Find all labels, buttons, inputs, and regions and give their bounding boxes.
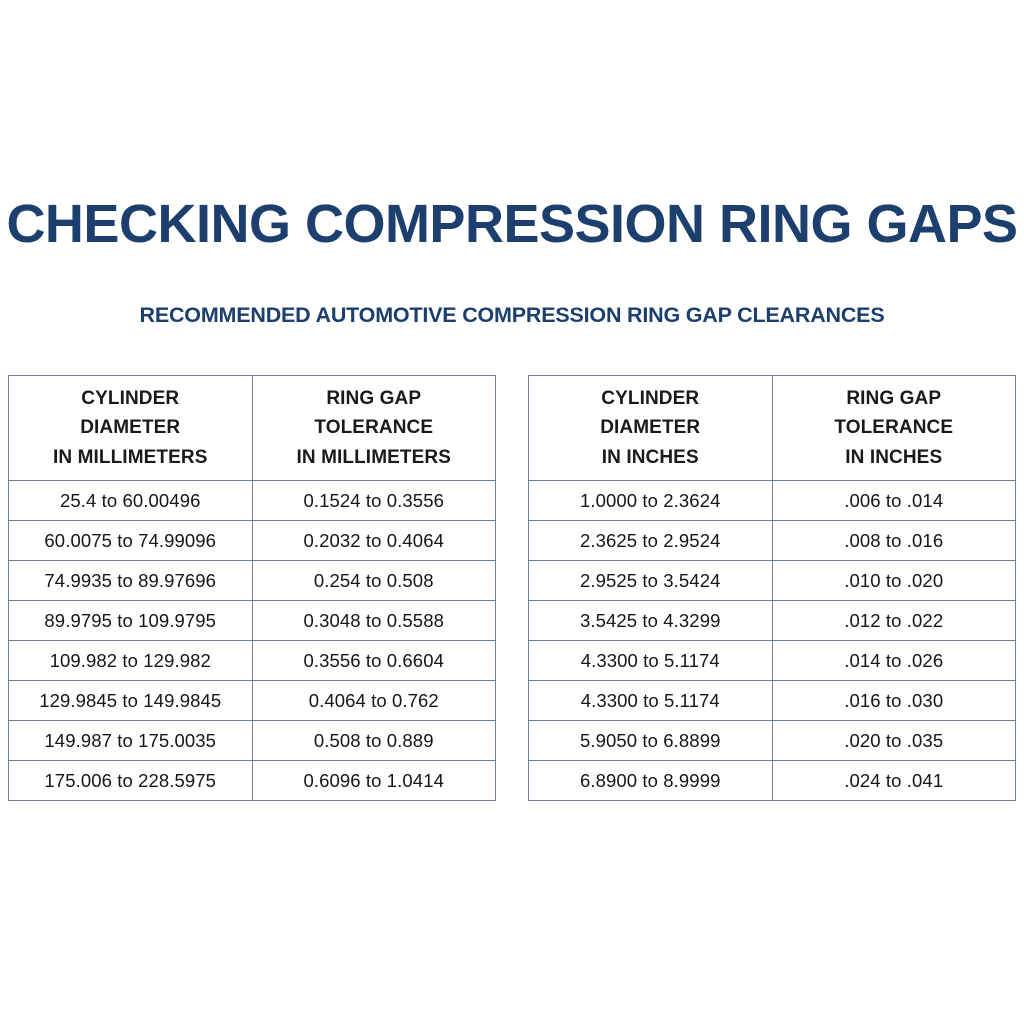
column-header-cylinder-diameter-mm	[9, 376, 253, 481]
page-title: CHECKING COMPRESSION RING GAPS	[6, 194, 1018, 254]
column-header-ring-gap-tolerance-mm	[252, 376, 496, 481]
header-line: DIAMETER	[600, 417, 701, 439]
table-header-row	[529, 376, 1016, 481]
cell-diameter: 109.982 to 129.982	[9, 641, 253, 681]
cell-tolerance: .014 to .026	[772, 641, 1016, 681]
cell-tolerance: 0.3556 to 0.6604	[252, 641, 496, 681]
cell-tolerance: .024 to .041	[772, 761, 1016, 801]
cell-tolerance: .006 to .014	[772, 481, 1016, 521]
header-line: RING GAP	[326, 387, 422, 409]
table-row	[9, 561, 496, 601]
table-row	[9, 761, 496, 801]
cell-diameter: 4.3300 to 5.1174	[529, 641, 773, 681]
header-line: IN INCHES	[601, 446, 699, 468]
table-row	[9, 681, 496, 721]
page-subtitle: RECOMMENDED AUTOMOTIVE COMPRESSION RING GAP CLEARANCES	[139, 303, 885, 327]
table-header-row	[9, 376, 496, 481]
table-row	[529, 561, 1016, 601]
header-line: RING GAP	[846, 387, 942, 409]
cell-diameter: 74.9935 to 89.97696	[9, 561, 253, 601]
table-row	[529, 721, 1016, 761]
tables-container	[8, 375, 1016, 801]
cell-tolerance: .016 to .030	[772, 681, 1016, 721]
header-line: TOLERANCE	[314, 417, 434, 439]
cell-diameter: 25.4 to 60.00496	[9, 481, 253, 521]
table-row	[529, 601, 1016, 641]
column-header-ring-gap-tolerance-in	[772, 376, 1016, 481]
cell-diameter: 4.3300 to 5.1174	[529, 681, 773, 721]
column-header-cylinder-diameter-in	[529, 376, 773, 481]
table-row	[9, 601, 496, 641]
table-row	[9, 481, 496, 521]
table-row	[9, 641, 496, 681]
cell-diameter: 3.5425 to 4.3299	[529, 601, 773, 641]
cell-diameter: 6.8900 to 8.9999	[529, 761, 773, 801]
cell-tolerance: 0.6096 to 1.0414	[252, 761, 496, 801]
cell-diameter: 149.987 to 175.0035	[9, 721, 253, 761]
cell-diameter: 2.9525 to 3.5424	[529, 561, 773, 601]
header-line: TOLERANCE	[834, 417, 954, 439]
cell-tolerance: 0.4064 to 0.762	[252, 681, 496, 721]
header-line: IN MILLIMETERS	[53, 446, 208, 468]
cell-diameter: 1.0000 to 2.3624	[529, 481, 773, 521]
cell-diameter: 60.0075 to 74.99096	[9, 521, 253, 561]
header-line: CYLINDER	[81, 387, 180, 409]
table-row	[529, 641, 1016, 681]
cell-tolerance: .020 to .035	[772, 721, 1016, 761]
cell-diameter: 129.9845 to 149.9845	[9, 681, 253, 721]
table-row	[529, 481, 1016, 521]
cell-tolerance: .012 to .022	[772, 601, 1016, 641]
cell-diameter: 5.9050 to 6.8899	[529, 721, 773, 761]
header-line: IN INCHES	[845, 446, 943, 468]
cell-tolerance: 0.1524 to 0.3556	[252, 481, 496, 521]
table-row	[529, 761, 1016, 801]
cell-tolerance: .008 to .016	[772, 521, 1016, 561]
cell-tolerance: 0.508 to 0.889	[252, 721, 496, 761]
table-row	[9, 521, 496, 561]
imperial-table	[528, 375, 1016, 801]
cell-tolerance: 0.2032 to 0.4064	[252, 521, 496, 561]
table-row	[529, 521, 1016, 561]
cell-diameter: 2.3625 to 2.9524	[529, 521, 773, 561]
table-row	[9, 721, 496, 761]
cell-diameter: 175.006 to 228.5975	[9, 761, 253, 801]
cell-diameter: 89.9795 to 109.9795	[9, 601, 253, 641]
cell-tolerance: 0.3048 to 0.5588	[252, 601, 496, 641]
header-line: CYLINDER	[601, 387, 700, 409]
metric-table	[8, 375, 496, 801]
cell-tolerance: .010 to .020	[772, 561, 1016, 601]
header-line: IN MILLIMETERS	[296, 446, 451, 468]
cell-tolerance: 0.254 to 0.508	[252, 561, 496, 601]
header-line: DIAMETER	[80, 417, 181, 439]
table-row	[529, 681, 1016, 721]
